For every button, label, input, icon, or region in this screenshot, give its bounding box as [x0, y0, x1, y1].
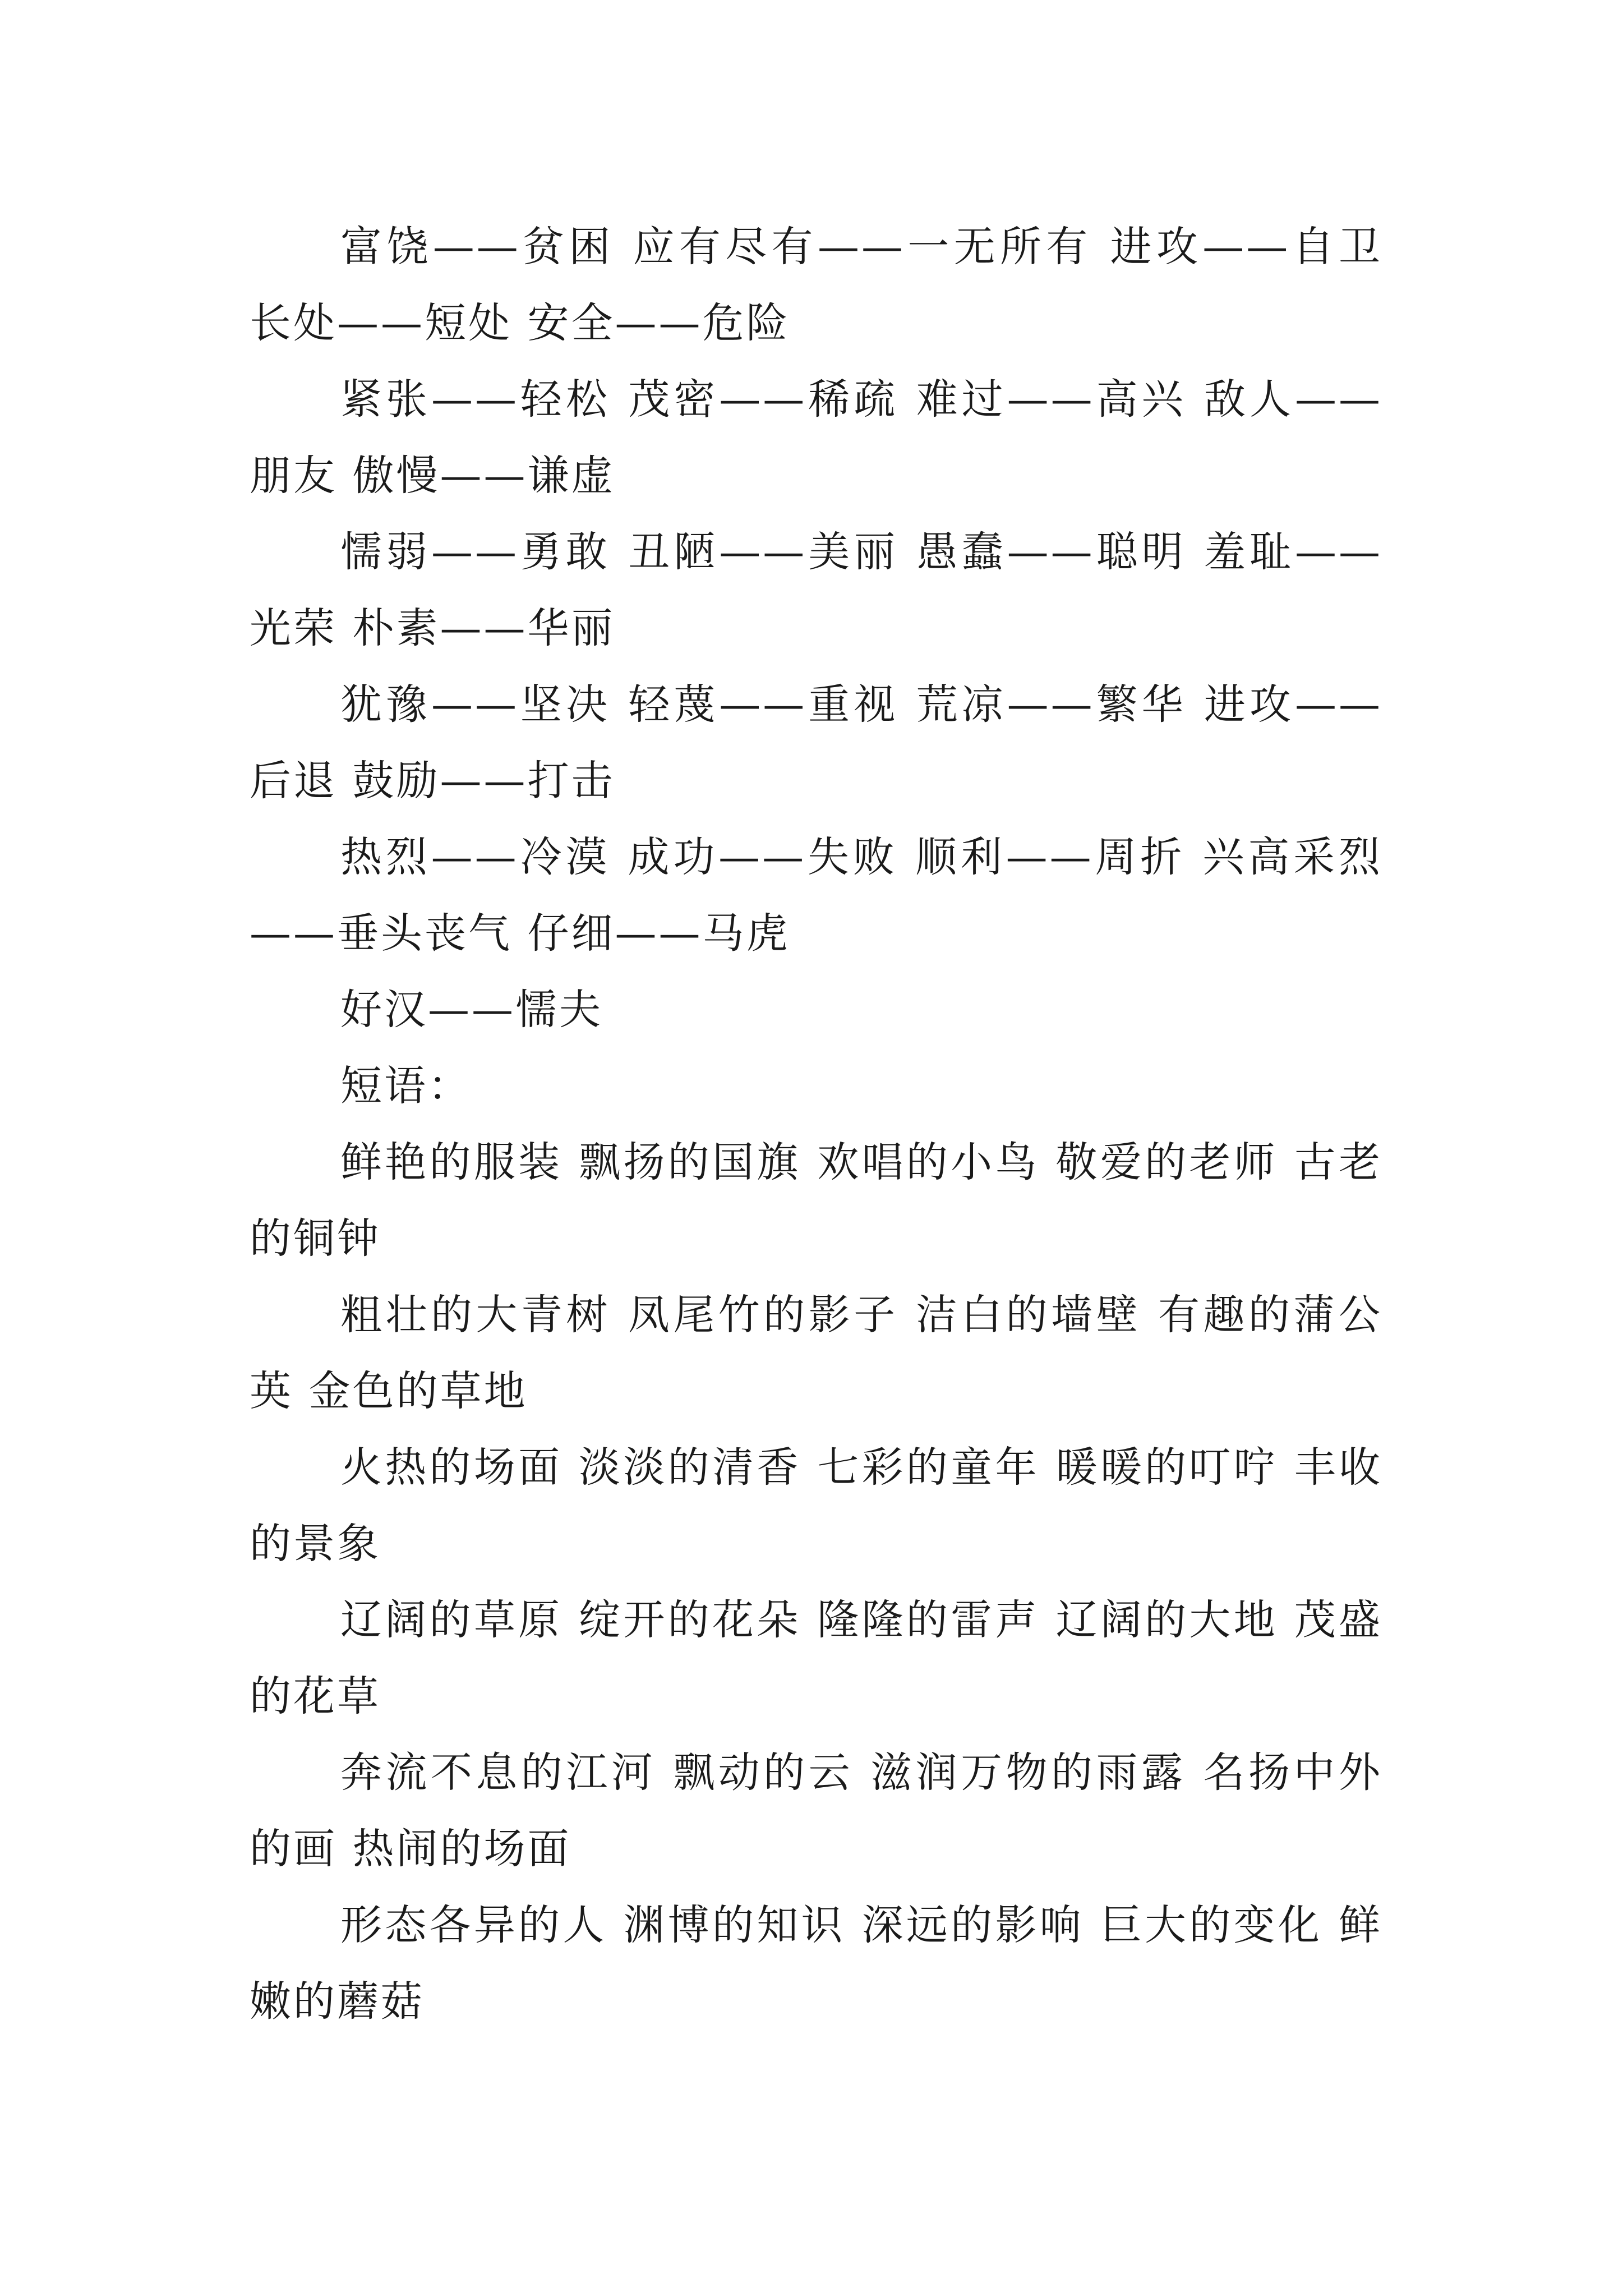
antonym-paragraph-2: 紧张——轻松 茂密——稀疏 难过——高兴 敌人——朋友 傲慢——谦虚	[250, 375, 1382, 500]
phrase-paragraph-5: 奔流不息的江河 飘动的云 滋润万物的雨露 名扬中外的画 热闹的场面	[250, 1749, 1382, 1873]
antonym-paragraph-5: 热烈——冷漠 成功——失败 顺利——周折 兴高采烈——垂头丧气 仔细——马虎	[250, 833, 1382, 958]
phrase-paragraph-1: 鲜艳的服装 飘扬的国旗 欢唱的小鸟 敬爱的老师 古老的铜钟	[250, 1138, 1382, 1263]
document-body	[250, 209, 1382, 2040]
antonym-paragraph-6: 好汉——懦夫	[340, 986, 603, 1034]
antonym-paragraph-1: 富饶——贫困 应有尽有——一无所有 进攻——自卫 长处——短处 安全——危险	[250, 223, 1382, 347]
antonym-paragraph-3: 懦弱——勇敢 丑陋——美丽 愚蠢——聪明 羞耻——光荣 朴素——华丽	[250, 528, 1382, 652]
antonym-paragraph-4: 犹豫——坚决 轻蔑——重视 荒凉——繁华 进攻——后退 鼓励——打击	[250, 680, 1382, 805]
phrase-paragraph-2: 粗壮的大青树 凤尾竹的影子 洁白的墙壁 有趣的蒲公英 金色的草地	[250, 1291, 1382, 1415]
phrase-paragraph-3: 火热的场面 淡淡的清香 七彩的童年 暖暖的叮咛 丰收的景象	[250, 1443, 1382, 1568]
phrase-paragraph-6: 形态各异的人 渊博的知识 深远的影响 巨大的变化 鲜嫩的蘑菇	[250, 1901, 1382, 2026]
phrase-paragraph-4: 辽阔的草原 绽开的花朵 隆隆的雷声 辽阔的大地 茂盛的花草	[250, 1596, 1382, 1720]
phrases-heading: 短语：	[340, 1062, 472, 1110]
